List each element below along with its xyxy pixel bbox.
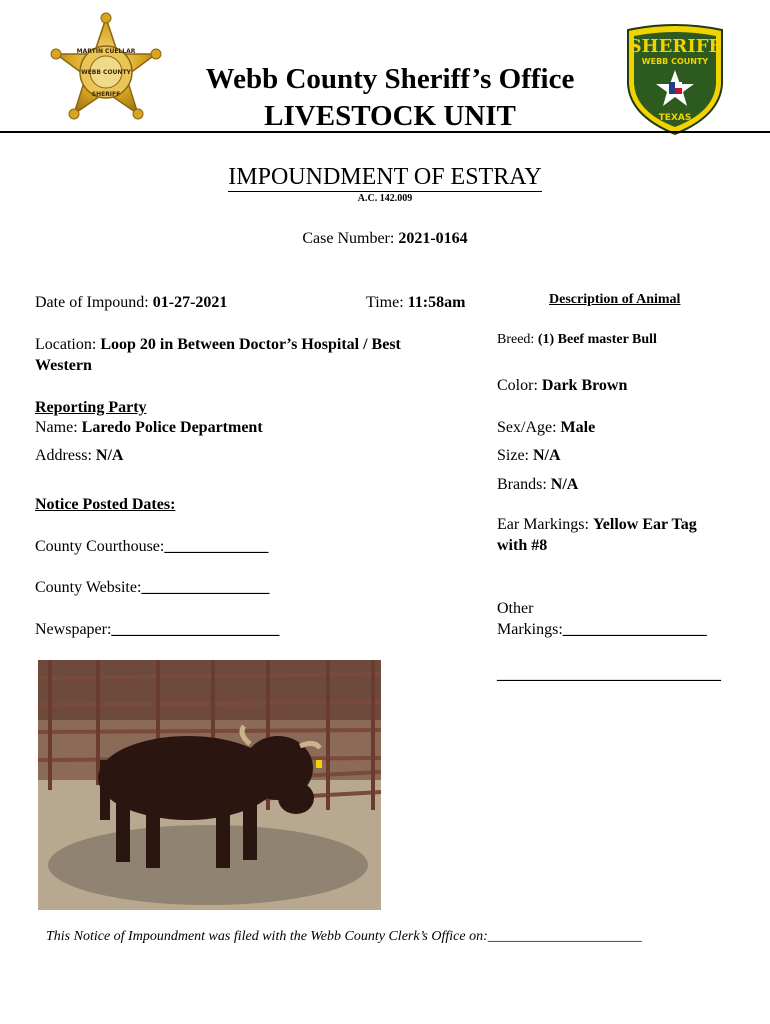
footer-blank: ______________________ bbox=[487, 929, 642, 944]
notice-courthouse bbox=[35, 536, 268, 557]
notice-website bbox=[35, 577, 269, 598]
reporting-party-name bbox=[35, 417, 263, 438]
newspaper-blank: _____________________ bbox=[111, 621, 280, 638]
other-label-line1: Other bbox=[497, 600, 534, 617]
ear-value-line1: Yellow Ear Tag bbox=[592, 516, 697, 533]
breed-label: Breed: bbox=[497, 332, 535, 347]
animal-other-markings bbox=[497, 598, 757, 640]
reporting-address-label: Address: bbox=[35, 447, 92, 464]
location bbox=[35, 334, 465, 376]
size-value: N/A bbox=[533, 447, 561, 464]
bull-photo bbox=[38, 660, 381, 910]
time-label: Time: bbox=[366, 294, 404, 311]
reporting-party-address bbox=[35, 445, 123, 466]
sex-value: Male bbox=[560, 419, 596, 436]
brands-value: N/A bbox=[550, 476, 579, 493]
website-label: County Website: bbox=[35, 579, 142, 596]
footer-note bbox=[46, 929, 746, 945]
org-title: Webb County Sheriff’s Office bbox=[205, 63, 575, 95]
brands-label: Brands: bbox=[497, 476, 547, 493]
case-number-value: 2021-0164 bbox=[398, 230, 468, 247]
animal-brands bbox=[497, 474, 578, 495]
size-label: Size: bbox=[497, 447, 529, 464]
date-value: 01-27-2021 bbox=[152, 294, 228, 311]
animal-ear-markings bbox=[497, 514, 757, 556]
animal-size bbox=[497, 445, 561, 466]
star-text-name: MARTIN CUELLAR bbox=[76, 48, 136, 55]
reporting-address-value: N/A bbox=[95, 447, 124, 464]
star-text-sheriff: SHERIFF bbox=[91, 91, 121, 98]
other-blank: __________________ bbox=[562, 621, 707, 638]
breed-value: (1) Beef master Bull bbox=[537, 332, 657, 347]
reporting-party-heading: Reporting Party bbox=[35, 399, 147, 416]
notice-newspaper bbox=[35, 619, 279, 640]
reporting-name-value: Laredo Police Department bbox=[81, 419, 263, 436]
badge-text-sheriff: SHERIFF bbox=[628, 36, 722, 57]
courthouse-label: County Courthouse: bbox=[35, 538, 165, 555]
date-label: Date of Impound: bbox=[35, 294, 149, 311]
case-number-label: Case Number: bbox=[302, 230, 395, 247]
footer-note-text: This Notice of Impoundment was filed with the Webb County Clerk’s Office on: bbox=[46, 929, 488, 944]
newspaper-label: Newspaper: bbox=[35, 621, 112, 638]
reporting-name-label: Name: bbox=[35, 419, 78, 436]
badge-text-county: WEBB COUNTY bbox=[641, 57, 709, 66]
sex-label: Sex/Age: bbox=[497, 419, 557, 436]
color-label: Color: bbox=[497, 377, 538, 394]
animal-breed bbox=[497, 330, 657, 349]
extra-blank-line: ____________________________ bbox=[497, 666, 721, 683]
location-label: Location: bbox=[35, 336, 97, 353]
animal-color bbox=[497, 375, 627, 396]
star-text-county: WEBB COUNTY bbox=[81, 69, 131, 76]
notice-heading: Notice Posted Dates: bbox=[35, 496, 176, 513]
location-value-line1: Loop 20 in Between Doctor’s Hospital / Best bbox=[100, 336, 401, 353]
time-of-impound bbox=[366, 292, 465, 313]
time-value: 11:58am bbox=[407, 294, 466, 311]
ear-label: Ear Markings: bbox=[497, 516, 589, 533]
other-label-line2: Markings: bbox=[497, 621, 563, 638]
sheriff-badge-logo bbox=[620, 24, 730, 136]
courthouse-blank: _____________ bbox=[164, 538, 269, 555]
color-value: Dark Brown bbox=[541, 377, 628, 394]
badge-text-texas: TEXAS bbox=[658, 113, 692, 123]
sheriff-star-logo bbox=[44, 12, 168, 136]
animal-sex-age bbox=[497, 417, 595, 438]
document-title-text: IMPOUNDMENT OF ESTRAY bbox=[228, 164, 542, 190]
website-blank: ________________ bbox=[141, 579, 270, 596]
animal-description-heading: Description of Animal bbox=[549, 292, 681, 307]
unit-title: LIVESTOCK UNIT bbox=[264, 100, 516, 132]
document-title bbox=[0, 163, 770, 191]
header-divider bbox=[0, 131, 770, 133]
statute-reference: A.C. 142.009 bbox=[357, 193, 413, 204]
case-number-line bbox=[0, 230, 770, 248]
date-of-impound bbox=[35, 292, 227, 313]
location-value-line2: Western bbox=[35, 357, 92, 374]
ear-value-line2: with #8 bbox=[497, 537, 548, 554]
